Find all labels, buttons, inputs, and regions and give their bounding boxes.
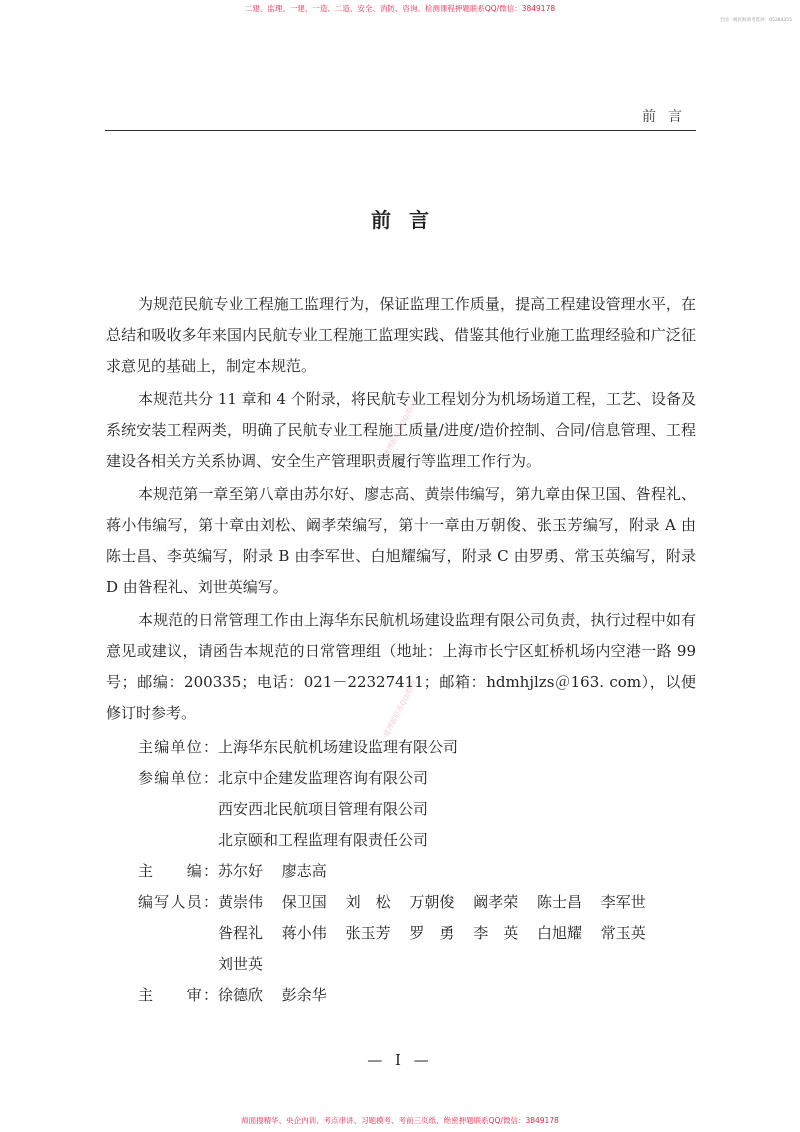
writer-name: 昝程礼 bbox=[218, 924, 264, 942]
reviewers-list bbox=[218, 980, 698, 1011]
header-rule bbox=[105, 130, 696, 131]
watermark-text: 一建押题联系QQ/微信 bbox=[378, 399, 419, 465]
reviewers-row bbox=[138, 980, 698, 1011]
paragraph-authors: 本规范第一章至第八章由苏尔好、廖志高、黄崇伟编写，第九章由保卫国、昝程礼、蒋小伟编写，第十章由刘松、阚孝荣编写，第十一章由万朝俊、张玉芳编写，附录 A 由陈士昌、李英编写，附录 B 由李军世、白旭耀编写，附录 C 由罗勇、常玉英编写，附录 D 由昝程礼、刘世英编写。 bbox=[106, 485, 696, 596]
top-ad-banner: 二建、监理、一建、一造、二造、安全、消防、咨询、检测课程押题联系QQ/微信：3849178 bbox=[244, 4, 556, 13]
writers-row bbox=[138, 887, 698, 980]
credits-block bbox=[138, 732, 698, 1011]
writer-name: 阚孝荣 bbox=[473, 893, 519, 911]
chief-editors-row bbox=[138, 856, 698, 887]
preface-body bbox=[106, 289, 696, 731]
writer-name: 黄崇伟 bbox=[218, 893, 264, 911]
participating-unit: 北京颐和工程监理有限责任公司 bbox=[218, 831, 429, 849]
reviewer-name: 彭余华 bbox=[281, 986, 327, 1004]
bottom-ad-banner: 师面搜精华、央企内训、考点串讲、习题模考、考前三页纸、绝密押题联系QQ/微信：3849178 bbox=[241, 1116, 559, 1125]
chief-editors-list bbox=[218, 856, 698, 887]
writer-name: 李 英 bbox=[473, 924, 519, 942]
watermark-text: 一建押题联系QQ/微信 bbox=[378, 679, 419, 745]
writers-label: 编写人员： bbox=[138, 893, 218, 911]
writer-name: 白旭耀 bbox=[536, 924, 582, 942]
participating-unit: 北京中企建发监理咨询有限公司 bbox=[218, 769, 429, 787]
participating-unit: 西安西北民航项目管理有限公司 bbox=[218, 800, 429, 818]
writer-name: 罗 勇 bbox=[409, 924, 455, 942]
writer-name: 陈士昌 bbox=[536, 893, 582, 911]
participating-units-list bbox=[218, 763, 698, 856]
top-right-note: 全国一级民航备考选择：05284355 bbox=[719, 18, 792, 23]
writers-list bbox=[218, 887, 698, 980]
writer-name: 保卫国 bbox=[281, 893, 327, 911]
participating-units-label: 参编单位： bbox=[138, 769, 218, 787]
writers-line bbox=[218, 887, 698, 918]
paragraph-purpose: 为规范民航专业工程施工监理行为，保证监理工作质量，提高工程建设管理水平，在总结和吸收多年来国内民航专业工程施工监理实践、借鉴其他行业施工监理经验和广泛征求意见的基础上，制定本规范。 bbox=[106, 295, 696, 375]
running-head: 前言 bbox=[642, 109, 694, 125]
writer-name: 张玉芳 bbox=[345, 924, 391, 942]
paragraph-scope: 本规范共分 11 章和 4 个附录，将民航专业工程划分为机场场道工程，工艺、设备及系统安装工程两类，明确了民航专业工程施工质量/进度/造价控制、合同/信息管理、工程建设各相关方关系协调、安全生产管理职责履行等监理工作行为。 bbox=[106, 390, 696, 470]
writers-line bbox=[218, 949, 698, 980]
chief-editors-label: 主 编： bbox=[138, 862, 218, 880]
reviewers-label: 主 审： bbox=[138, 986, 218, 1004]
editor-name: 廖志高 bbox=[281, 862, 327, 880]
chief-unit-value: 上海华东民航机场建设监理有限公司 bbox=[218, 738, 459, 756]
paragraph-management: 本规范的日常管理工作由上海华东民航机场建设监理有限公司负责，执行过程中如有意见或建议，请函告本规范的日常管理组（地址：上海市长宁区虹桥机场内空港一路 99 号；邮编：200335；电话：021－22327411；邮箱：hdmhjlzs＠163. com），以便修订时参考。 bbox=[106, 611, 696, 722]
writer-name: 李军世 bbox=[600, 893, 646, 911]
writer-name: 蒋小伟 bbox=[281, 924, 327, 942]
writer-name: 刘世英 bbox=[218, 955, 264, 973]
chief-unit-row bbox=[138, 732, 698, 763]
editor-name: 苏尔好 bbox=[218, 862, 264, 880]
writers-line bbox=[218, 918, 698, 949]
page-number: — I — bbox=[367, 1051, 433, 1069]
reviewer-name: 徐德欣 bbox=[218, 986, 264, 1004]
writer-name: 刘 松 bbox=[345, 893, 391, 911]
writer-name: 万朝俊 bbox=[409, 893, 455, 911]
participating-units-row bbox=[138, 763, 698, 856]
page-title: 前言 bbox=[371, 208, 447, 232]
chief-unit-label: 主编单位： bbox=[138, 738, 218, 756]
writer-name: 常玉英 bbox=[600, 924, 646, 942]
